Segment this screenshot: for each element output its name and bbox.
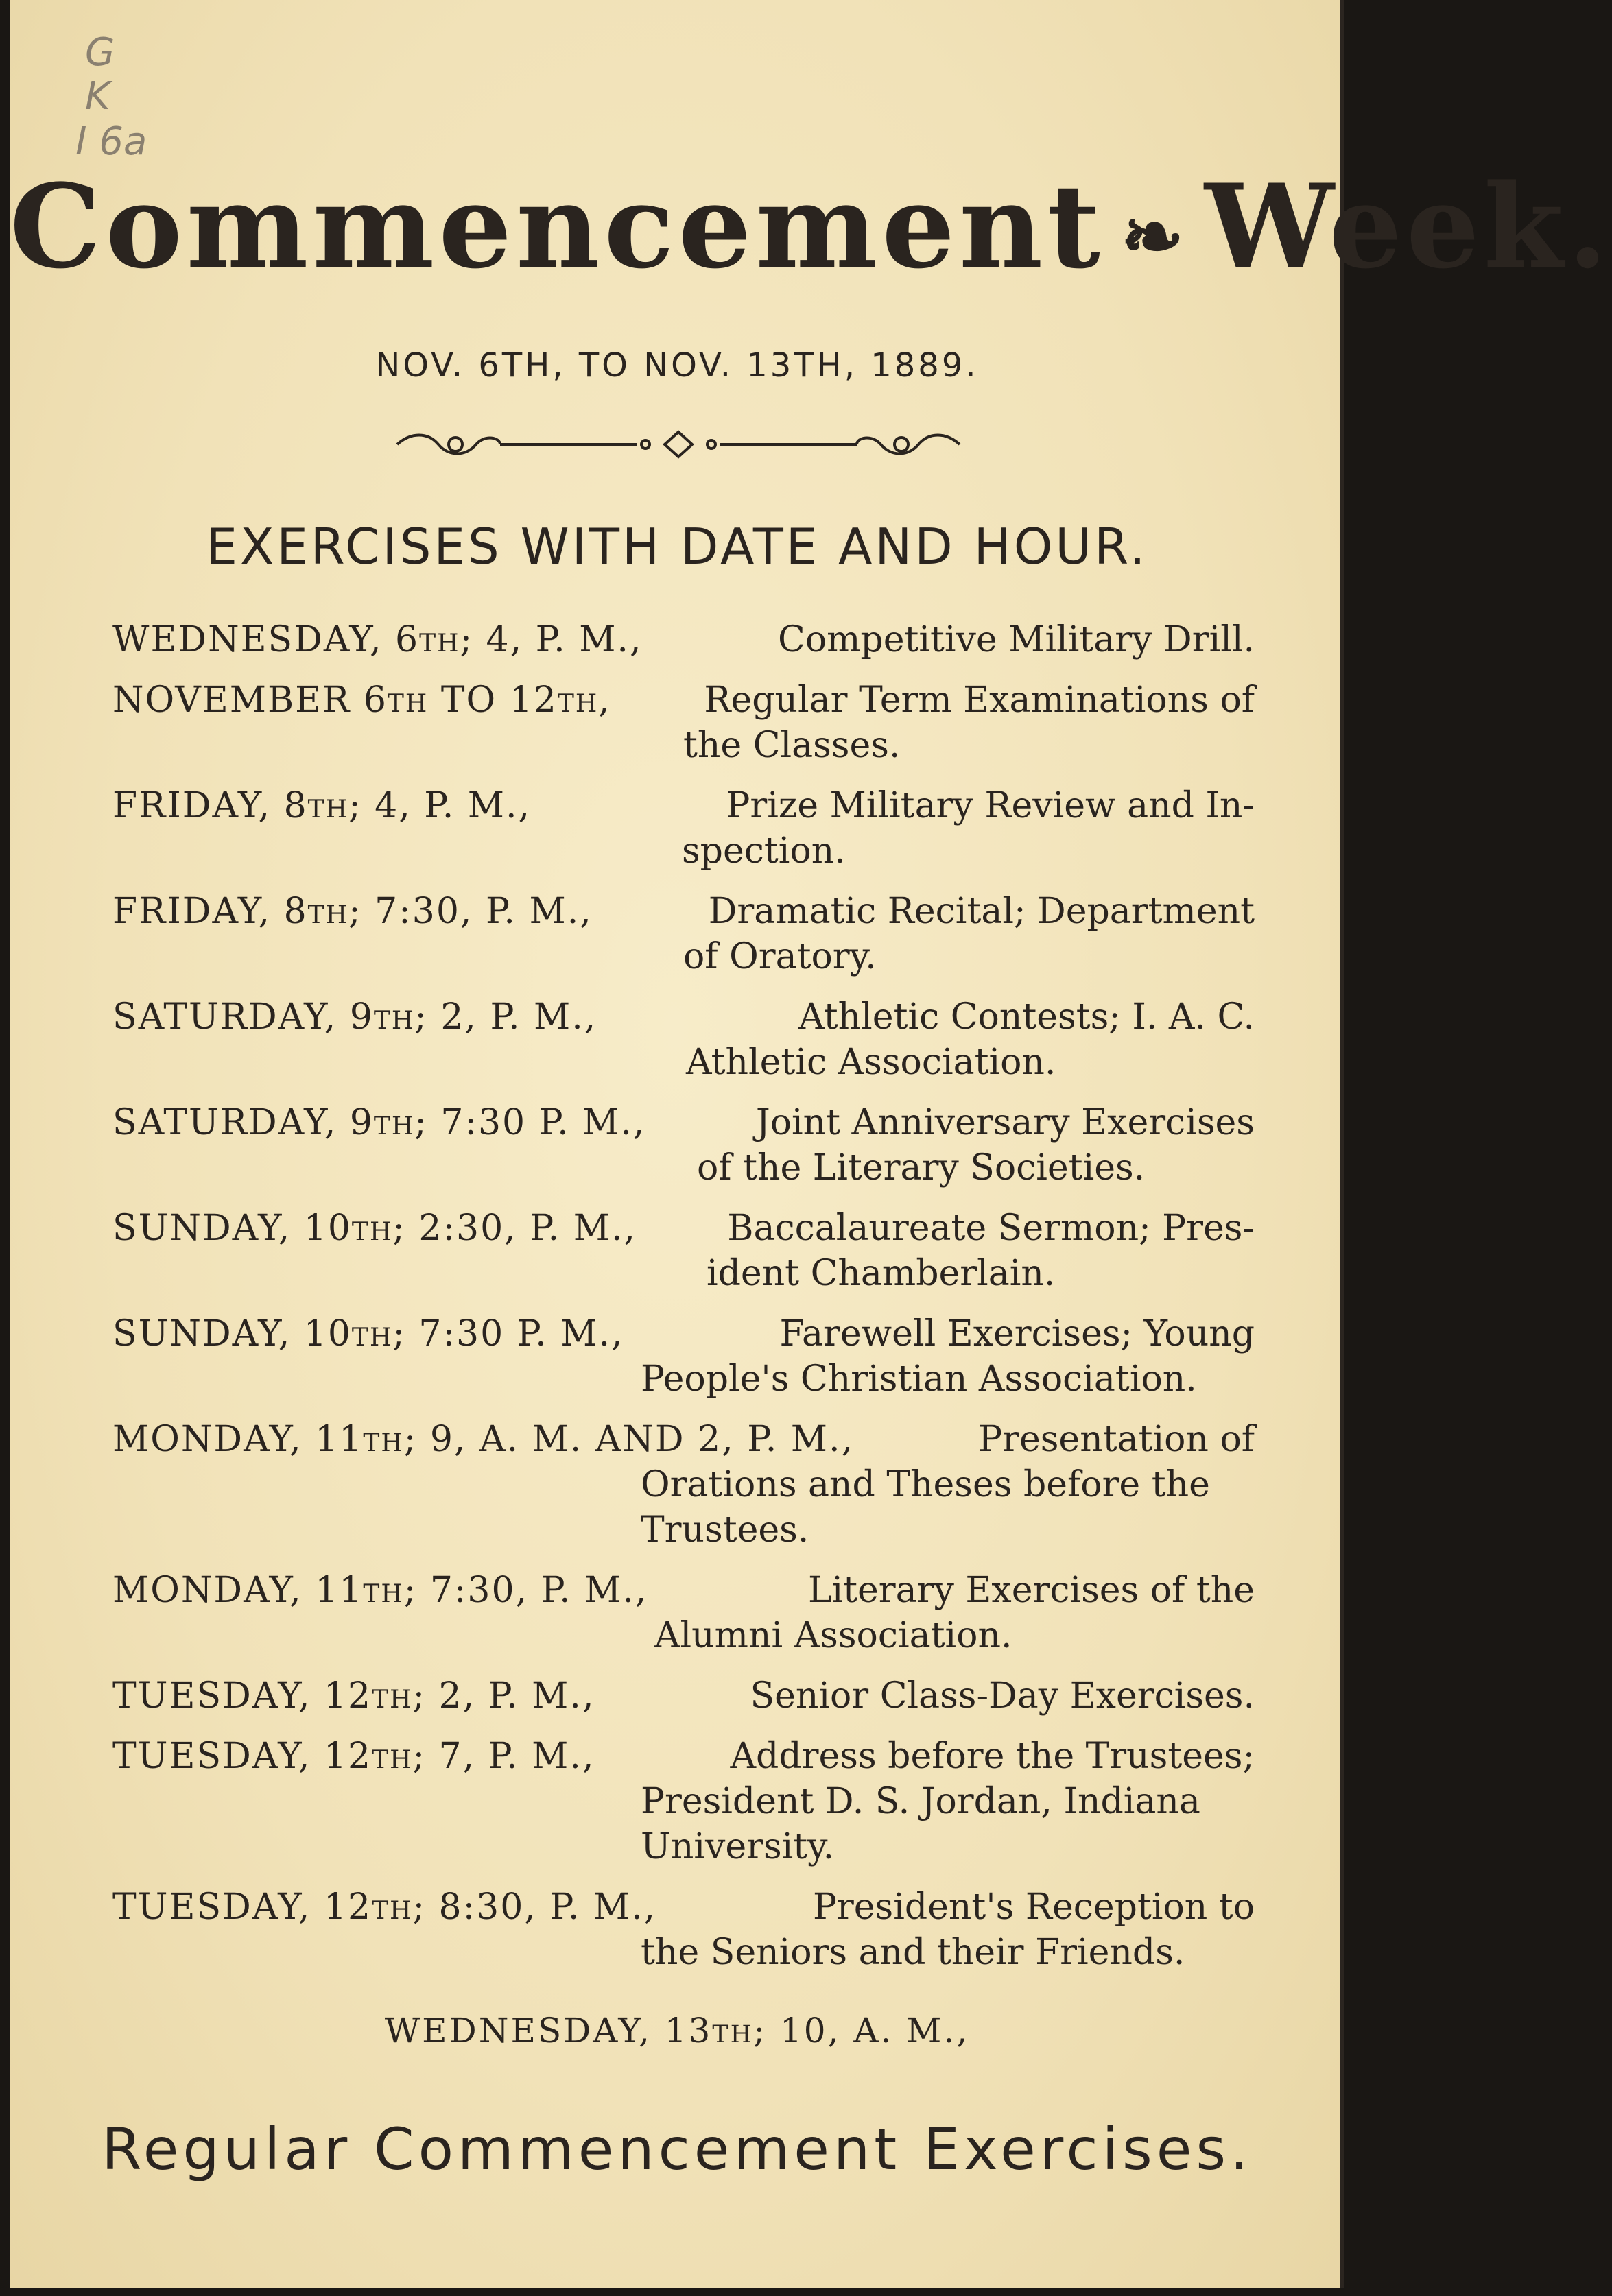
entry-description-cont: University. [641,1826,835,1867]
entry-when: SATURDAY, 9th; 7:30 P. M., [112,1102,646,1143]
entry-description-cont: ident Chamberlain. [707,1253,1056,1294]
entry-description: Regular Term Examinations of [704,680,1255,721]
entry-description-cont: of Oratory. [683,936,877,977]
schedule-entry [112,678,1255,768]
schedule-entry [112,1417,1255,1553]
entry-description: Farewell Exercises; Young [779,1313,1255,1354]
page-title [10,158,1612,305]
pencil-note-1: G [85,30,115,75]
schedule-entry [112,1100,1255,1191]
title-right: Week. [1205,158,1612,294]
schedule-entry [112,1673,1255,1719]
entry-description-cont: Orations and Theses before the [641,1464,1210,1505]
schedule-entry [112,889,1255,979]
entry-description: Senior Class-Day Exercises. [750,1675,1255,1717]
final-entry-when: WEDNESDAY, 13th; 10, A. M., [384,2011,970,2050]
entry-description-cont: Trustees. [641,1509,809,1551]
entry-when: NOVEMBER 6th TO 12th, [112,680,611,721]
entry-when: TUESDAY, 12th; 2, P. M., [112,1675,595,1717]
entry-description: Baccalaureate Sermon; Pres- [727,1208,1255,1249]
entry-when: SATURDAY, 9th; 2, P. M., [112,996,597,1038]
entry-when: FRIDAY, 8th; 7:30, P. M., [112,891,593,932]
entry-when: TUESDAY, 12th; 8:30, P. M., [112,1887,657,1928]
scroll-divider-icon [390,424,967,465]
entry-description: Address before the Trustees; [730,1736,1255,1777]
final-entry-title: Regular Commencement Exercises. [102,2116,1253,2183]
entry-description-cont: President D. S. Jordan, Indiana [641,1781,1200,1822]
entry-description-cont: People's Christian Association. [641,1359,1197,1400]
entry-description-cont: Alumni Association. [654,1615,1012,1656]
schedule-entry [112,994,1255,1085]
entry-description-cont: Athletic Association. [686,1042,1056,1083]
schedule-entry [112,1734,1255,1869]
entry-description-cont: the Classes. [683,725,901,766]
entry-when: SUNDAY, 10th; 7:30 P. M., [112,1313,624,1354]
entry-when: TUESDAY, 12th; 7, P. M., [112,1736,595,1777]
entry-description-cont: spection. [682,830,846,872]
schedule-entry [112,1568,1255,1658]
entry-when: FRIDAY, 8th; 4, P. M., [112,785,532,826]
schedule-heading: EXERCISES WITH DATE AND HOUR. [206,518,1148,575]
schedule-entry [112,1885,1255,1975]
entry-description: President's Reception to [812,1887,1255,1928]
pencil-note-3: I 6a [75,119,147,164]
date-range: NOV. 6TH, TO NOV. 13TH, 1889. [375,346,979,385]
schedule-entry [112,1311,1255,1402]
entry-description: Competitive Military Drill. [778,619,1255,660]
program-card [10,0,1612,2288]
schedule-list [112,617,1255,1990]
schedule-entry [112,783,1255,874]
entry-when: SUNDAY, 10th; 2:30, P. M., [112,1208,637,1249]
entry-when: MONDAY, 11th; 7:30, P. M., [112,1570,648,1611]
entry-description: Presentation of [978,1419,1255,1460]
entry-description: Joint Anniversary Exercises [755,1102,1255,1143]
entry-when: WEDNESDAY, 6th; 4, P. M., [112,619,643,660]
fleuron-ornament-icon: ❧ [1120,192,1189,281]
pencil-note-2: K [85,74,110,119]
entry-description: Prize Military Review and In- [726,785,1255,826]
entry-description-cont: of the Literary Societies. [697,1147,1146,1188]
entry-description: Literary Exercises of the [807,1570,1255,1611]
schedule-entry [112,617,1255,662]
entry-description: Athletic Contests; I. A. C. [798,996,1255,1038]
entry-description-cont: the Seniors and their Friends. [641,1932,1185,1973]
entry-description: Dramatic Recital; Department [708,891,1255,932]
entry-when: MONDAY, 11th; 9, A. M. AND 2, P. M., [112,1419,855,1460]
title-left: Commencement [10,158,1104,294]
schedule-entry [112,1206,1255,1296]
